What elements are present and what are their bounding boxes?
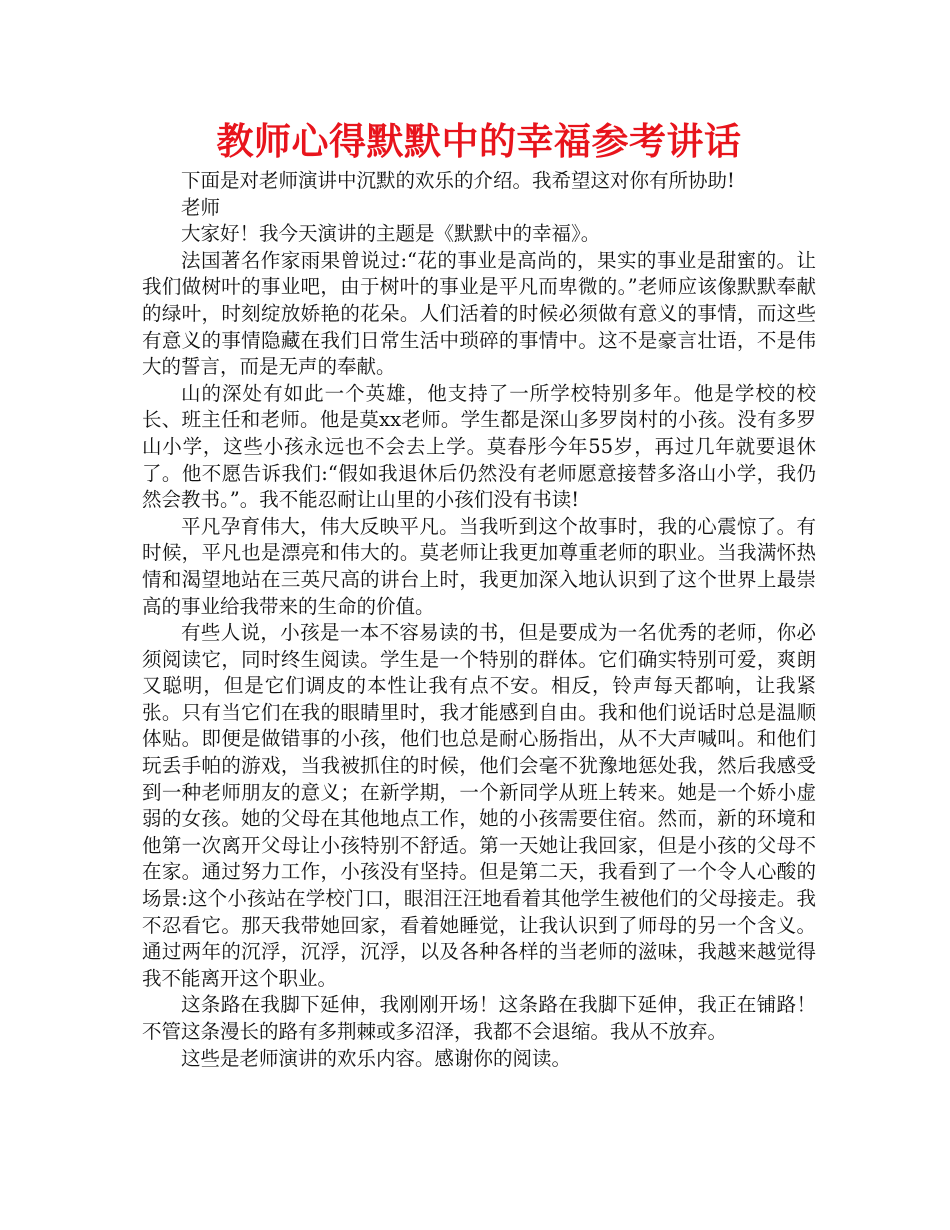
paragraph: 这条路在我脚下延伸，我刚刚开场！这条路在我脚下延伸，我正在铺路！不管这条漫长的路有多荆棘或多沼泽，我都不会退缩。我从不放弃。 [142,993,816,1043]
paragraph-greeting: 大家好！我今天演讲的主题是《默默中的幸福》。 [181,222,601,246]
paragraph-closing: 这些是老师演讲的欢乐内容。感谢你的阅读。 [181,1046,572,1070]
document-title: 教师心得默默中的幸福参考讲话 [216,120,742,163]
paragraph: 法国著名作家雨果曾说过:“花的事业是高尚的，果实的事业是甜蜜的。让我们做树叶的事业吧，由于树叶的事业是平凡而卑微的。”老师应该像默默奉献的绿叶，时刻绽放娇艳的花朵。人们活着的时候必须做有意义的事情，而这些有意义的事情隐藏在我们日常生活中琐碎的事情中。这不是豪言壮语，不是伟大的誓言，而是无声的奉献。 [142,248,816,379]
paragraph: 山的深处有如此一个英雄，他支持了一所学校特别多年。他是学校的校长、班主任和老师。他是莫xx老师。学生都是深山多罗岗村的小孩。没有多罗山小学，这些小孩永远也不会去上学。莫春彤今年55岁，再过几年就要退休了。他不愿告诉我们:“假如我退休后仍然没有老师愿意接替多洛山小学，我仍然会教书。”。我不能忍耐让山里的小孩们没有书读! [142,381,816,512]
paragraph: 有些人说，小孩是一本不容易读的书，但是要成为一名优秀的老师，你必须阅读它，同时终生阅读。学生是一个特别的群体。它们确实特别可爱，爽朗又聪明，但是它们调皮的本性让我有点不安。相反，铃声每天都响，让我紧张。只有当它们在我的眼睛里时，我才能感到自由。我和他们说话时总是温顺体贴。即便是做错事的小孩，他们也总是耐心肠指出，从不大声喊叫。和他们玩丢手帕的游戏，当我被抓住的时候，他们会毫不犹豫地惩处我，然后我感受到一种老师朋友的意义；在新学期，一个新同学从班上转来。她是一个娇小虚弱的女孩。她的父母在其他地点工作，她的小孩需要住宿。然而，新的环境和他第一次离开父母让小孩特别不舒适。第一天她让我回家，但是小孩的父母不在家。通过努力工作，小孩没有坚持。但是第二天，我看到了一个令人心酸的场景:这个小孩站在学校门口，眼泪汪汪地看着其他学生被他们的父母接走。我不忍看它。那天我带她回家，看着她睡觉，让我认识到了师母的另一个含义。通过两年的沉浮，沉浮，沉浮，以及各种各样的当老师的滋味，我越来越觉得我不能离开这个职业。 [142,621,816,990]
paragraph-intro: 下面是对老师演讲中沉默的欢乐的介绍。我希望这对你有所协助! [181,169,735,192]
paragraph: 平凡孕育伟大，伟大反映平凡。当我听到这个故事时，我的心震惊了。有时候，平凡也是漂亮和伟大的。莫老师让我更加尊重老师的职业。当我满怀热情和渴望地站在三英尺高的讲台上时，我更加深入地认识到了这个世界上最崇高的事业给我带来的生命的价值。 [142,514,816,618]
document-body [142,168,816,1072]
document-page [142,118,816,1072]
paragraph-salutation: 老师 [181,195,221,219]
